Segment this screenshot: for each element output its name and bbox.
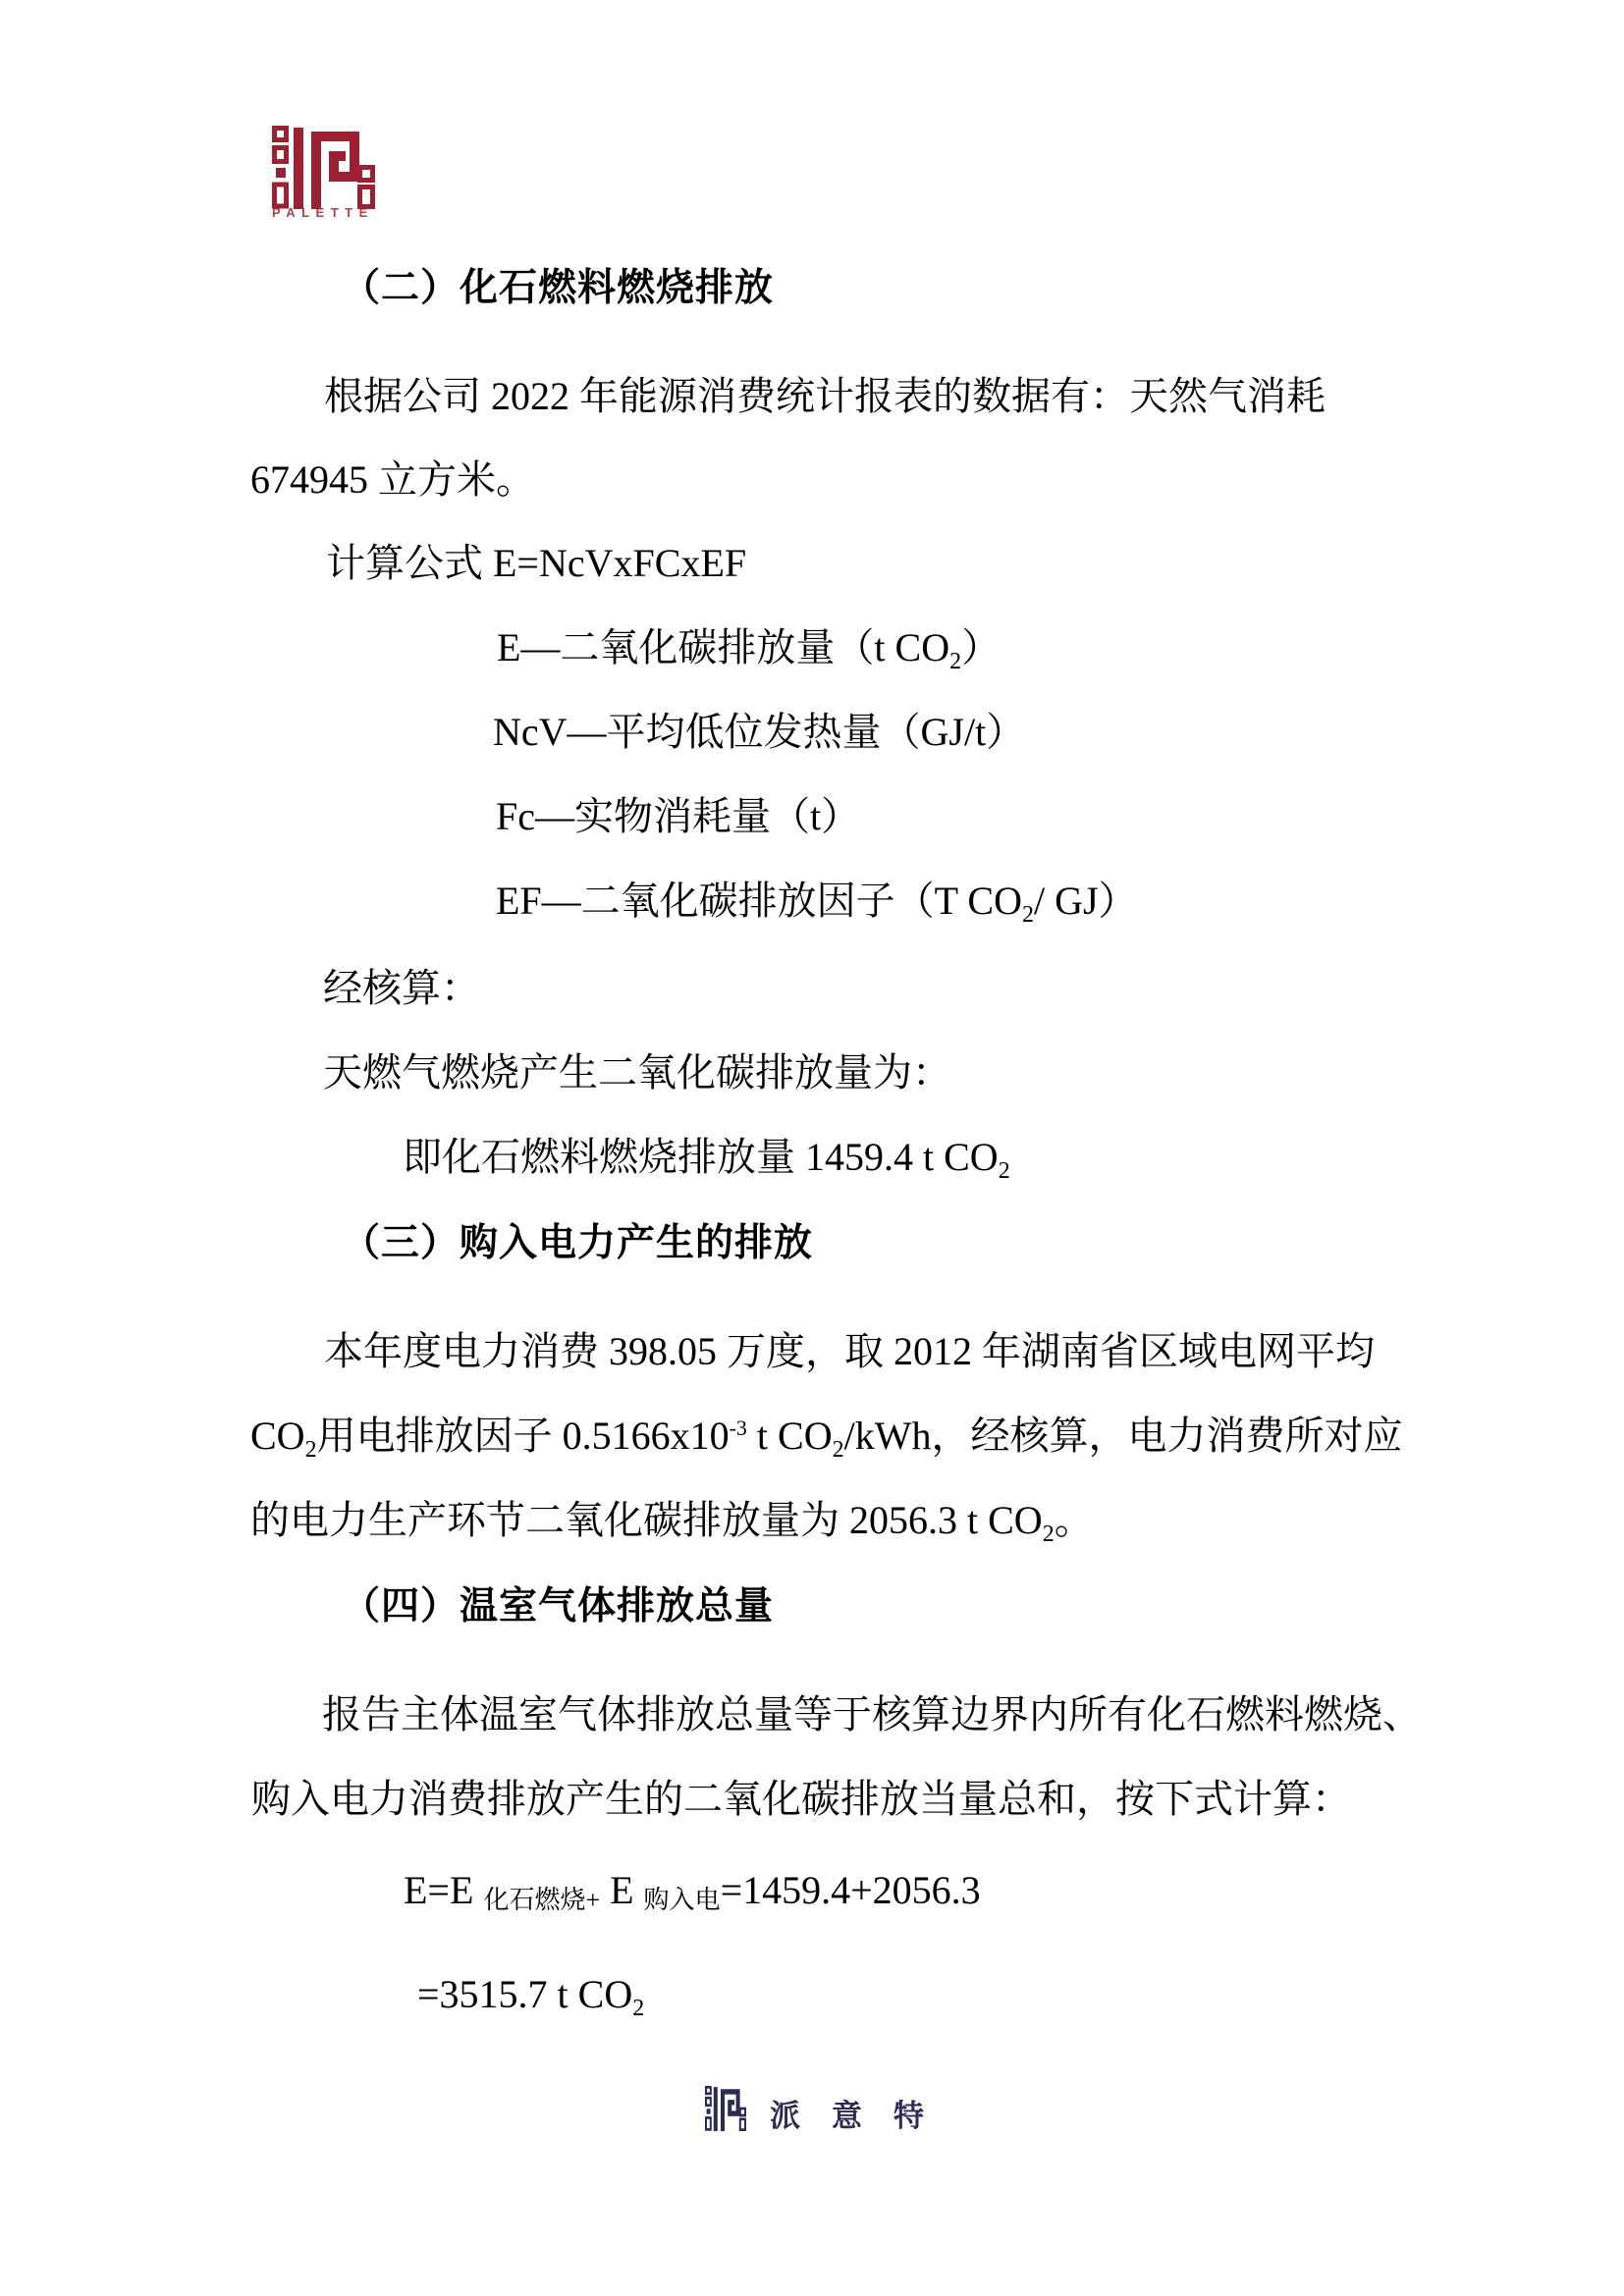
gas-emission-statement: 天燃气燃烧产生二氧化碳排放量为： [323, 1050, 951, 1095]
definition-fc: Fc—实物消耗量（t） [496, 794, 861, 838]
para-total-line2: 购入电力消费排放产生的二氧化碳排放当量总和，按下式计算： [251, 1777, 1351, 1821]
para-energy-data-line2: 674945 立方米。 [250, 457, 535, 502]
footer [705, 2086, 955, 2136]
para-energy-data-line1: 根据公司 2022 年能源消费统计报表的数据有：天然气消耗 [324, 374, 1326, 418]
formula-total-result: =3515.7 t $CO_2$ [417, 1972, 645, 2021]
formula-intro: 计算公式 E=NcVxFCxEF [326, 541, 747, 585]
para-electricity-line1: 本年度电力消费 398.05 万度，取 2012 年湖南省区域电网平均 [324, 1329, 1375, 1373]
para-total-line1: 报告主体温室气体排放总量等于核算边界内所有化石燃料燃烧、 [322, 1692, 1422, 1736]
footer-brand-text: 派意特 [770, 2099, 955, 2133]
footer-logo-icon [705, 2086, 746, 2136]
heading-fossil-fuel-combustion: （二）化石燃料燃烧排放 [342, 267, 775, 309]
gas-emission-result: 即化石燃料燃烧排放量 1459.4 t $CO_2$ [403, 1135, 1010, 1184]
palette-brand-text: PALETTE [272, 205, 374, 220]
para-electricity-line3: 的电力生产环节二氧化碳排放量为 2056.3 t $CO_2$。 [250, 1498, 1094, 1547]
definition-ncv: NcV—平均低位发热量（GJ/t） [493, 710, 1026, 754]
para-electricity-line2: $CO_2$用电排放因子 $0.5166x10^{-3}$ t $CO_2$/kWh，经核算，电力消费所对应 [250, 1414, 1403, 1463]
definition-ef: EF—二氧化碳排放因子（T $CO_2/$ GJ） [496, 879, 1138, 928]
definition-e: E—二氧化碳排放量（t $CO_2$） [497, 625, 1001, 674]
label-after-verification: 经核算： [323, 966, 480, 1010]
palette-logo-icon [272, 126, 375, 209]
formula-total-emissions: E=E 化石燃烧+ E 购入电=1459.4+2056.3 [404, 1868, 981, 1914]
heading-purchased-electricity: （三）购入电力产生的排放 [342, 1222, 814, 1264]
heading-total-ghg-emissions: （四）温室气体排放总量 [342, 1585, 775, 1628]
